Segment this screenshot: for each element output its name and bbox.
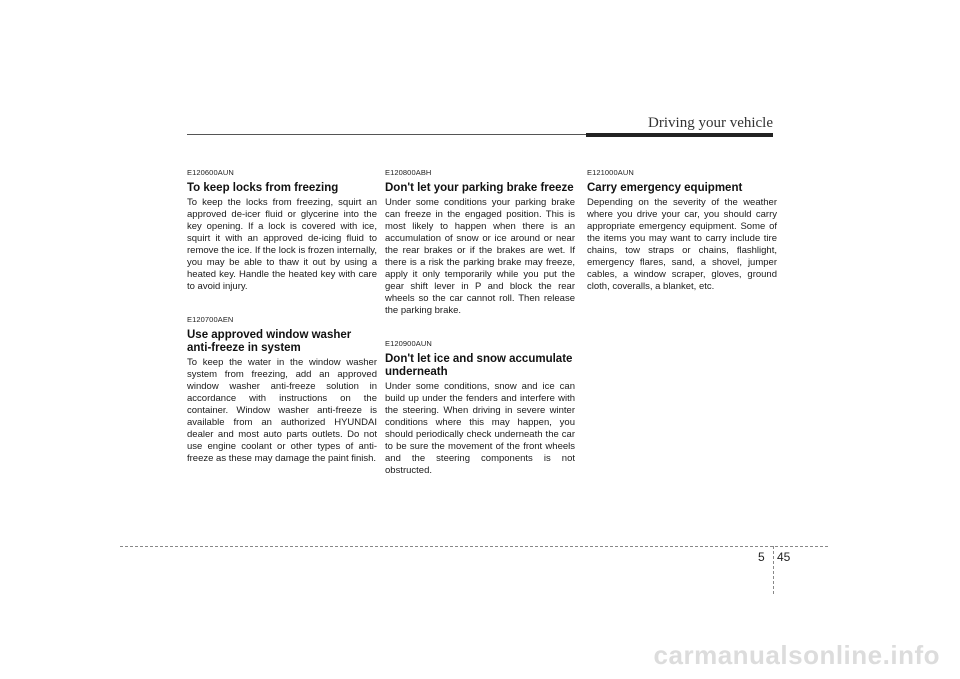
chapter-number: 5 bbox=[758, 550, 765, 564]
section-heading: Carry emergency equipment bbox=[587, 182, 743, 194]
page-header-title: Driving your vehicle bbox=[648, 115, 773, 131]
page-number: 45 bbox=[777, 550, 791, 564]
section-heading: Don't let ice and snow accumulate underneath bbox=[385, 353, 573, 378]
section-parking-brake bbox=[385, 168, 575, 317]
section-locks bbox=[187, 168, 377, 293]
section-body: Under some conditions, snow and ice can build up under the fenders and interfere with the steering. When driving in severe winter conditions where this may happen, you should periodically check underneath the car to be sure the movement of the front wheels and the steering components is not obstructed. bbox=[385, 381, 575, 476]
footer-divider bbox=[773, 546, 774, 594]
section-code: E120800ABH bbox=[385, 168, 432, 177]
section-ice-snow bbox=[385, 339, 575, 477]
section-emergency-equipment bbox=[587, 168, 777, 293]
footer-rule bbox=[120, 546, 828, 547]
section-body: Under some conditions your parking brake can freeze in the engaged position. This is most likely to happen when there is an accumulation of snow or ice around or near the rear brakes or if the brakes are wet. If there is a risk the parking brake may freeze, apply it only temporarily while you put the gear shift lever in P and block the rear wheels so the car cannot roll. Then release the parking brake. bbox=[385, 197, 575, 316]
section-code: E120600AUN bbox=[187, 168, 234, 177]
column-3 bbox=[587, 168, 777, 315]
header-rule-accent bbox=[586, 133, 773, 137]
section-heading: Don't let your parking brake freeze bbox=[385, 182, 574, 194]
column-2 bbox=[385, 168, 575, 499]
section-body: To keep the water in the window washer system from freezing, add an approved window washer anti-freeze solution in accordance with instructions on the container. Window washer anti-freeze is available from an authorized HYUNDAI dealer and most auto parts outlets. Do not use engine coolant or other types of anti-freeze as these may damage the paint finish. bbox=[187, 357, 377, 464]
section-heading: To keep locks from freezing bbox=[187, 182, 339, 194]
section-body: To keep the locks from freezing, squirt an approved de-icer fluid or glycerine into the key opening. If a lock is covered with ice, squirt it with an approved de-icing fluid to remove the ice. If the lock is frozen internally, you may be able to thaw it out by using a heated key. Handle the heated key with care to avoid injury. bbox=[187, 197, 377, 292]
section-code: E120900AUN bbox=[385, 339, 432, 348]
section-heading: Use approved window washer anti-freeze in system bbox=[187, 329, 352, 354]
section-code: E121000AUN bbox=[587, 168, 634, 177]
section-body: Depending on the severity of the weather where you drive your car, you should carry appropriate emergency equipment. Some of the items you may want to carry include tire chains, tow straps or chains, flashlight, emergency flares, sand, a shovel, jumper cables, a window scraper, gloves, ground cloth, coveralls, a blanket, etc. bbox=[587, 197, 777, 292]
section-code: E120700AEN bbox=[187, 315, 234, 324]
watermark: carmanualsonline.info bbox=[653, 640, 940, 670]
column-1 bbox=[187, 168, 377, 487]
section-washer bbox=[187, 315, 377, 465]
